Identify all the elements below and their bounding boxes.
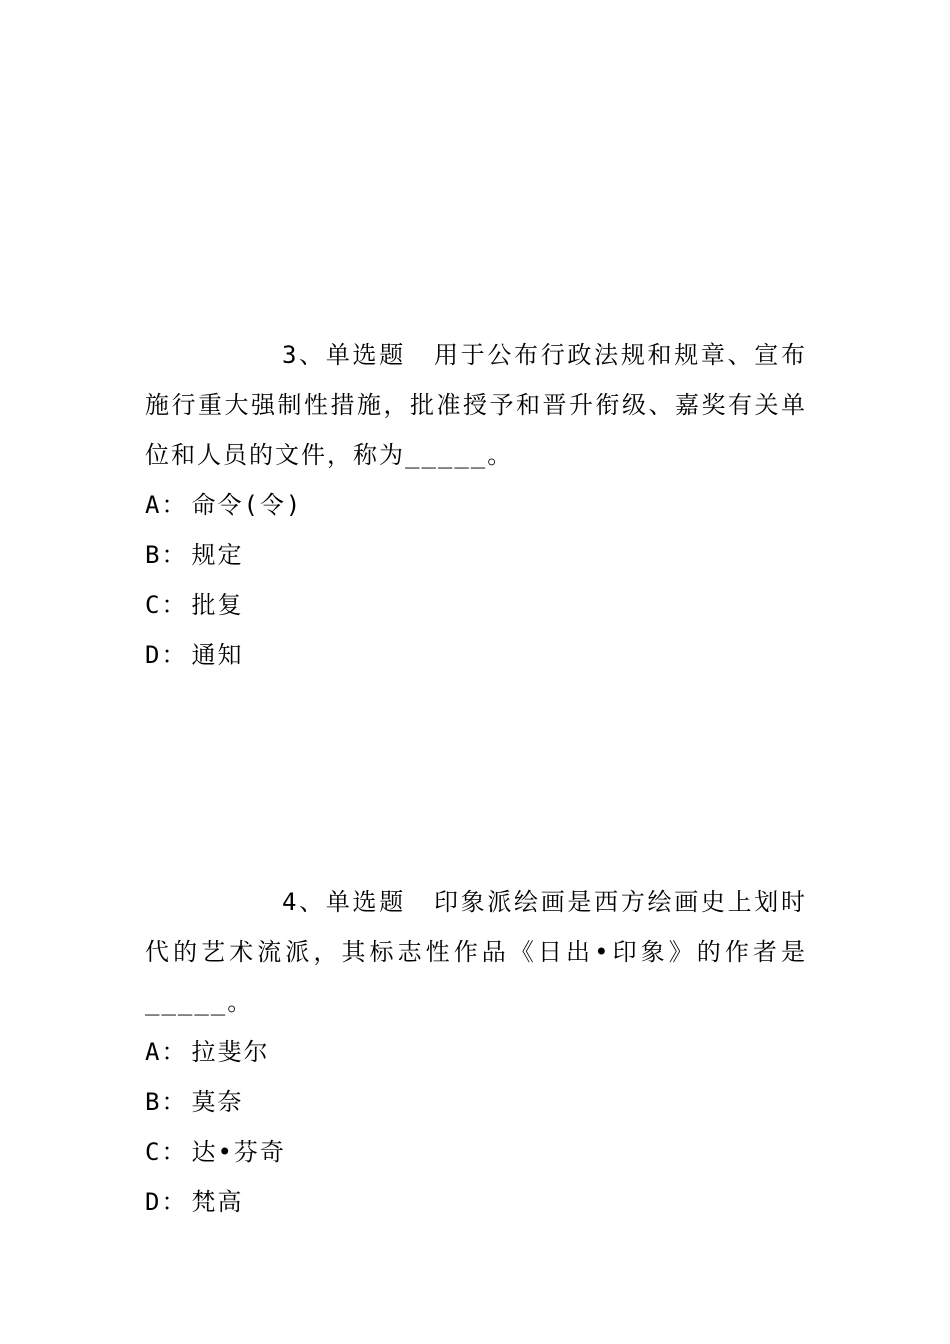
- option-letter: D: [145, 641, 162, 669]
- question-number: 4、: [282, 888, 326, 916]
- option-text: 命令(令): [191, 491, 303, 519]
- option-letter: A: [145, 491, 162, 519]
- option-letter: C: [145, 1138, 162, 1166]
- option-d: [145, 630, 807, 680]
- option-letter: B: [145, 541, 162, 569]
- option-b: [145, 530, 807, 580]
- option-b: [145, 1077, 807, 1127]
- question-type: 单选题: [325, 341, 406, 369]
- option-c: [145, 580, 807, 630]
- option-c: [145, 1127, 807, 1177]
- question-number: 3、: [282, 341, 326, 369]
- question-stem: [145, 330, 807, 480]
- question-text: 用于公布行政法规和规章、宣布施行重大强制性措施，批准授予和晋升衔级、嘉奖有关单位和人员的文件，称为_____。: [145, 341, 807, 469]
- option-separator: ：: [161, 1088, 188, 1116]
- option-text: 批复: [191, 591, 244, 619]
- option-separator: ：: [161, 591, 188, 619]
- option-separator: ：: [161, 1138, 188, 1166]
- question-4: [145, 877, 807, 1227]
- option-letter: A: [145, 1038, 162, 1066]
- option-text: 通知: [191, 641, 244, 669]
- option-text: 规定: [191, 541, 244, 569]
- option-d: [145, 1177, 807, 1227]
- option-letter: D: [145, 1188, 162, 1216]
- option-separator: ：: [161, 541, 188, 569]
- question-text: 印象派绘画是西方绘画史上划时代的艺术流派，其标志性作品《日出•印象》的作者是_____。: [145, 888, 807, 1016]
- option-letter: B: [145, 1088, 162, 1116]
- option-separator: ：: [161, 1038, 188, 1066]
- option-text: 达•芬奇: [191, 1138, 286, 1166]
- question-type: 单选题: [325, 888, 406, 916]
- option-text: 拉斐尔: [191, 1038, 270, 1066]
- option-text: 莫奈: [191, 1088, 244, 1116]
- option-list: [145, 1027, 807, 1227]
- option-a: [145, 480, 807, 530]
- option-list: [145, 480, 807, 680]
- option-separator: ：: [161, 1188, 188, 1216]
- option-letter: C: [145, 591, 162, 619]
- question-3: [145, 330, 807, 680]
- question-stem: [145, 877, 807, 1027]
- option-a: [145, 1027, 807, 1077]
- option-separator: ：: [161, 641, 188, 669]
- option-text: 梵高: [191, 1188, 244, 1216]
- option-separator: ：: [161, 491, 188, 519]
